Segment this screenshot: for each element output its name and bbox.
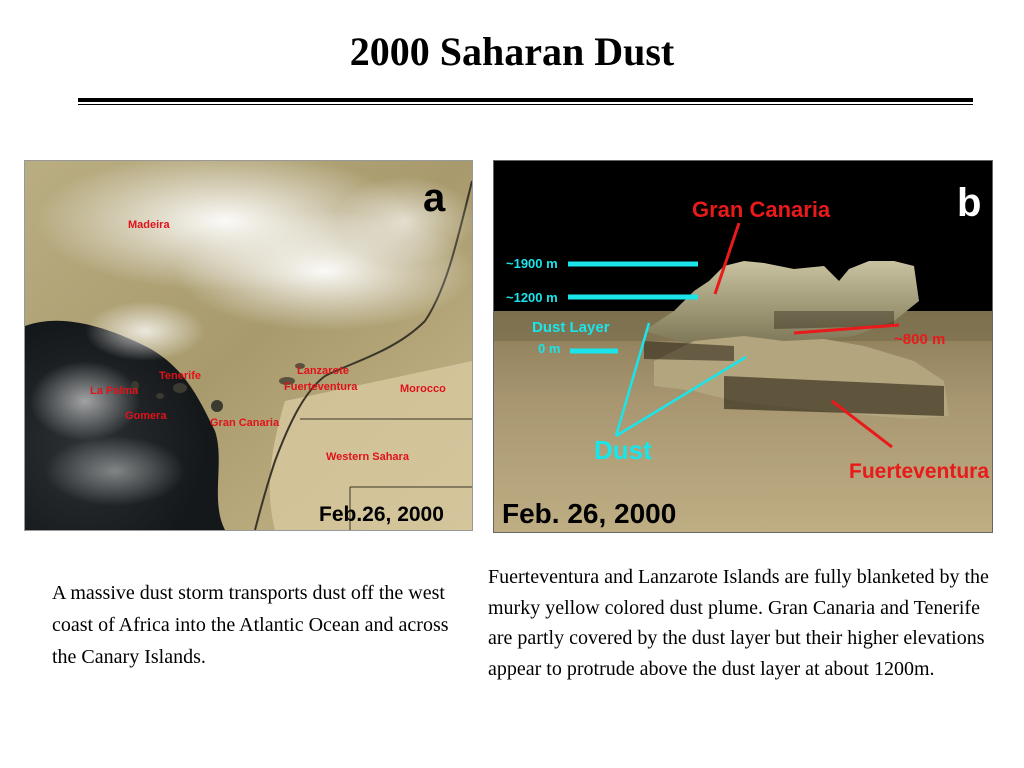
panel-letter-b: b (957, 181, 982, 225)
label-gran-canaria: Gran Canaria (210, 417, 280, 429)
label-la-palma: La Palma (90, 385, 139, 397)
panel-b-date: Feb. 26, 2000 (502, 498, 677, 529)
elevation-visualization-panel (493, 160, 993, 533)
panel-a-date: Feb.26, 2000 (319, 503, 444, 526)
label-lanzarote: Lanzarote (297, 365, 349, 377)
title-rule-thick (78, 98, 973, 102)
label-alt-1200: ~1200 m (506, 290, 558, 305)
label-tenerife: Tenerife (159, 370, 201, 382)
label-fuerteventura: Fuerteventura (284, 381, 358, 393)
title-rule-thin (78, 104, 973, 105)
satellite-image (25, 161, 472, 530)
satellite-image-panel (24, 160, 473, 531)
label-dust-layer: Dust Layer (532, 319, 610, 336)
panel-letter-a: a (423, 176, 446, 220)
label-alt-1900: ~1900 m (506, 256, 558, 271)
slide-title: 2000 Saharan Dust (349, 29, 675, 74)
label-gran-canaria-3d: Gran Canaria (692, 197, 831, 222)
label-madeira: Madeira (128, 219, 170, 231)
label-alt-0: 0 m (538, 341, 561, 356)
label-western-sahara: Western Sahara (326, 451, 409, 463)
caption-right: Fuerteventura and Lanzarote Islands are fully blanketed by the murky yellow colored dust plume. Gran Canaria and Tenerife are partly covered by the dust layer but their higher elevations appear to protrude above the dust layer at about 1200m. (488, 566, 989, 680)
caption-left: A massive dust storm transports dust off the west coast of Africa into the Atlantic Ocean and across the Canary Islands. (52, 582, 449, 668)
label-gomera: Gomera (125, 410, 167, 422)
label-dust: Dust (594, 435, 652, 465)
label-alt-800: ~800 m (894, 331, 946, 348)
elevation-visualization (494, 161, 992, 532)
label-morocco: Morocco (400, 383, 446, 395)
label-fuerteventura-3d: Fuerteventura (849, 460, 990, 483)
